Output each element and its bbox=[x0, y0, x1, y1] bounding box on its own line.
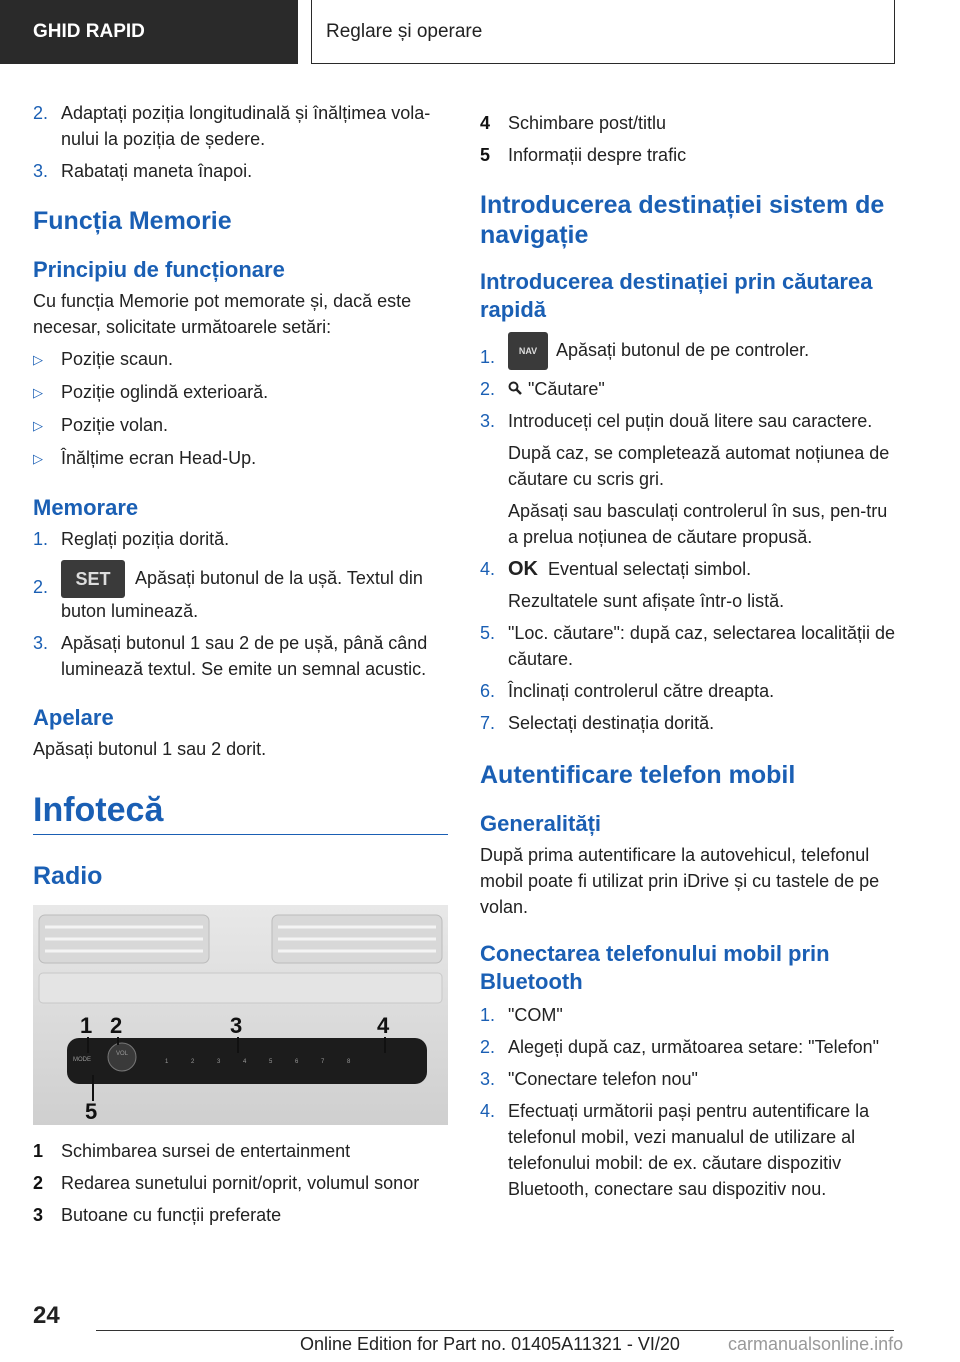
legend-number: 2 bbox=[33, 1173, 44, 1193]
bullet-item bbox=[33, 379, 448, 406]
step-continuation: Rezultatele sunt afișate într-o listă. bbox=[508, 591, 785, 611]
bullet-icon: ▷ bbox=[33, 352, 43, 367]
callout-4: 4 bbox=[377, 1013, 390, 1038]
list-item bbox=[33, 630, 448, 682]
step-text: Selectați destinația dorită. bbox=[508, 713, 715, 733]
bluetooth-heading: Conectarea telefonului mobil prin Bluetooth bbox=[480, 941, 830, 994]
legend-text: Redarea sunetului pornit/oprit, volumul sonor bbox=[61, 1173, 420, 1193]
footer-divider bbox=[96, 1330, 894, 1331]
step-number: 5. bbox=[480, 623, 496, 643]
radio-panel-image bbox=[33, 905, 448, 1125]
callout-1: 1 bbox=[80, 1013, 93, 1038]
list-item bbox=[33, 158, 448, 184]
header-title-label: Reglare și operare bbox=[326, 20, 483, 42]
list-item bbox=[480, 556, 895, 582]
step-number: 3. bbox=[33, 161, 49, 181]
svg-text:5: 5 bbox=[269, 1059, 273, 1065]
legend-text: Informații despre trafic bbox=[508, 145, 687, 165]
header-section bbox=[0, 0, 298, 64]
legend-item bbox=[33, 1202, 448, 1228]
step-number: 1. bbox=[33, 529, 49, 549]
step-continuation: Apăsați sau basculați controlerul în sus, pen-tru a prelua noțiunea de căutare propusă. bbox=[508, 501, 888, 547]
step-text-wrap bbox=[508, 376, 605, 402]
step-text: Înclinați controlerul către dreapta. bbox=[508, 681, 775, 701]
auth-heading: Autentificare telefon mobil bbox=[480, 761, 796, 789]
bullet-text: Poziție volan. bbox=[61, 415, 169, 435]
svg-text:2: 2 bbox=[191, 1059, 195, 1065]
call-heading: Apelare bbox=[33, 705, 114, 730]
legend-number: 3 bbox=[33, 1205, 44, 1225]
bullet-icon: ▷ bbox=[33, 385, 43, 400]
left-column bbox=[33, 100, 448, 1228]
right-column bbox=[480, 110, 895, 1202]
nav-heading: Introducerea destinației sistem de navigație bbox=[480, 191, 885, 249]
svg-text:8: 8 bbox=[347, 1059, 351, 1065]
step-number: 2. bbox=[33, 103, 49, 123]
bullet-text: Poziție scaun. bbox=[61, 349, 174, 369]
nav-button-icon: NAV bbox=[508, 332, 548, 370]
set-button-icon: SET bbox=[61, 560, 125, 598]
step-number: 4. bbox=[480, 559, 496, 579]
list-item bbox=[480, 376, 895, 402]
radio-heading: Radio bbox=[33, 862, 103, 890]
memory-heading: Funcția Memorie bbox=[33, 207, 232, 235]
search-icon bbox=[508, 376, 528, 402]
quick-search-heading: Introducerea destinației prin căutarea rapidă bbox=[480, 269, 873, 322]
principle-heading: Principiu de funcționare bbox=[33, 257, 285, 282]
step-text: "Loc. căutare": după caz, selectarea localității de căutare. bbox=[508, 623, 895, 669]
bullet-icon: ▷ bbox=[33, 451, 43, 466]
step-text: "COM" bbox=[508, 1005, 563, 1025]
step-number: 7. bbox=[480, 713, 496, 733]
step-number: 2. bbox=[33, 577, 49, 597]
step-number: 3. bbox=[480, 411, 496, 431]
legend-text: Butoane cu funcții preferate bbox=[61, 1205, 282, 1225]
general-heading: Generalități bbox=[480, 811, 602, 836]
store-heading: Memorare bbox=[33, 495, 139, 520]
step-text: Eventual selectați simbol. bbox=[548, 559, 752, 579]
bullet-text: Poziție oglindă exterioară. bbox=[61, 382, 269, 402]
step-text: Reglați poziția dorită. bbox=[61, 529, 230, 549]
bullet-text: Înălțime ecran Head-Up. bbox=[61, 448, 257, 468]
step-text: Apăsați butonul de la ușă. Textul din buton luminează. bbox=[61, 567, 423, 621]
list-item bbox=[480, 710, 895, 736]
list-item bbox=[480, 1002, 895, 1028]
ok-icon: OK bbox=[508, 558, 538, 580]
header-title bbox=[311, 0, 895, 64]
svg-text:1: 1 bbox=[165, 1059, 169, 1065]
step-text: "Conectare telefon nou" bbox=[508, 1069, 698, 1089]
list-item bbox=[33, 526, 448, 552]
step-number: 3. bbox=[480, 1069, 496, 1089]
step-number: 3. bbox=[33, 633, 49, 653]
step-text: Introduceți cel puțin două litere sau caractere. bbox=[508, 411, 873, 431]
step-number: 1. bbox=[480, 1005, 496, 1025]
step-text-wrap bbox=[61, 560, 448, 624]
list-item bbox=[480, 678, 895, 704]
bullet-icon: ▷ bbox=[33, 418, 43, 433]
legend-item bbox=[33, 1170, 448, 1196]
watermark-text: carmanualsonline.info bbox=[728, 1334, 904, 1354]
legend-number: 1 bbox=[33, 1141, 44, 1161]
legend-item bbox=[480, 110, 895, 136]
step-text: "Căutare" bbox=[528, 379, 605, 399]
principle-text: Cu funcția Memorie pot memorate și, dacă este necesar, solicitate următoarele setări: bbox=[33, 291, 412, 337]
legend-text: Schimbare post/titlu bbox=[508, 113, 667, 133]
list-item bbox=[480, 332, 895, 370]
step-text: Apăsați butonul 1 sau 2 de pe ușă, până când luminează textul. Se emite un semnal acustic. bbox=[61, 633, 428, 679]
step-text-wrap bbox=[508, 332, 809, 370]
svg-text:3: 3 bbox=[217, 1059, 221, 1065]
general-text: După prima autentificare la autovehicul, telefonul mobil poate fi utilizat prin iDrive și cu tastele de pe volan. bbox=[480, 845, 880, 917]
svg-text:7: 7 bbox=[321, 1059, 325, 1065]
legend-number: 4 bbox=[480, 113, 491, 133]
page-number: 24 bbox=[33, 1302, 60, 1329]
step-text: Adaptați poziția longitudinală și înălțimea vola-nului la poziția de ședere. bbox=[61, 103, 431, 149]
bullet-item bbox=[33, 445, 448, 472]
legend-item bbox=[33, 1138, 448, 1164]
bullet-item bbox=[33, 346, 448, 373]
callout-2: 2 bbox=[110, 1013, 123, 1038]
callout-3: 3 bbox=[230, 1013, 243, 1038]
svg-text:6: 6 bbox=[295, 1059, 299, 1065]
infotainment-heading: Infotecă bbox=[33, 791, 164, 829]
list-item bbox=[480, 1066, 895, 1092]
step-continuation: După caz, se completează automat noțiunea de căutare cu scris gri. bbox=[508, 443, 890, 489]
step-number: 1. bbox=[480, 347, 496, 367]
step-text: Alegeți după caz, următoarea setare: "Telefon" bbox=[508, 1037, 879, 1057]
edition-text: Online Edition for Part no. 01405A11321 - VI/20 bbox=[300, 1334, 680, 1354]
list-item bbox=[480, 620, 895, 672]
legend-item bbox=[480, 142, 895, 168]
legend-number: 5 bbox=[480, 145, 491, 165]
list-item bbox=[480, 408, 895, 434]
step-number: 4. bbox=[480, 1101, 496, 1121]
callout-5: 5 bbox=[85, 1099, 98, 1124]
step-text-wrap bbox=[508, 556, 751, 582]
step-text: Efectuați următorii pași pentru autentificare la telefonul mobil, vezi manualul de utilizare al telefonului mobil: de ex. căutare dispozitiv Bluetooth, conectare sau dispozitiv nou. bbox=[508, 1101, 870, 1199]
step-number: 6. bbox=[480, 681, 496, 701]
step-text: Rabatați maneta înapoi. bbox=[61, 161, 253, 181]
header-section-label: GHID RAPID bbox=[33, 21, 145, 42]
call-text: Apăsați butonul 1 sau 2 dorit. bbox=[33, 739, 267, 759]
bullet-item bbox=[33, 412, 448, 439]
step-number: 2. bbox=[480, 379, 496, 399]
step-number: 2. bbox=[480, 1037, 496, 1057]
legend-text: Schimbarea sursei de entertainment bbox=[61, 1141, 351, 1161]
list-item bbox=[33, 560, 448, 624]
infotainment-heading-wrap bbox=[33, 790, 448, 835]
vol-label: VOL bbox=[116, 1051, 129, 1057]
svg-text:4: 4 bbox=[243, 1059, 247, 1065]
radio-illustration bbox=[33, 905, 448, 1130]
list-item bbox=[480, 1098, 895, 1202]
list-item bbox=[480, 1034, 895, 1060]
mode-label: MODE bbox=[73, 1057, 91, 1063]
step-text: Apăsați butonul de pe controler. bbox=[556, 339, 810, 360]
list-item bbox=[33, 100, 448, 152]
